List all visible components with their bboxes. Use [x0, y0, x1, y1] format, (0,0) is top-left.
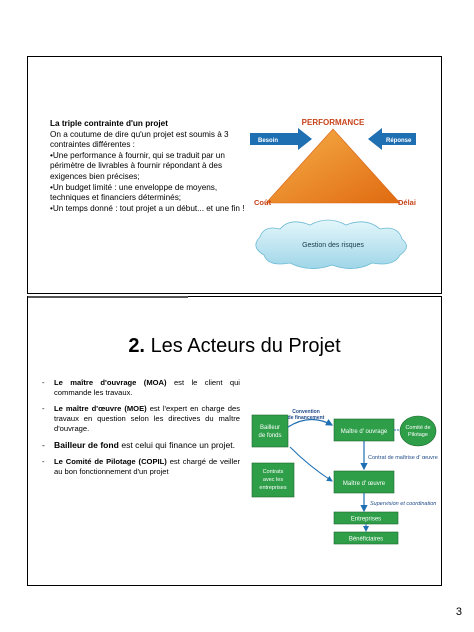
constraint-line: On a coutume de dire qu'un projet est soumis à 3 contraintes différentes :	[50, 129, 229, 150]
actor-desc: est le client qui commande les travaux.	[54, 378, 240, 397]
reponse-arrow	[368, 128, 416, 150]
contracts-arrow	[290, 447, 332, 481]
copil-label: Pilotage	[408, 432, 428, 438]
constraint-line: •Un temps donné : tout projet a un début... et une fin !	[50, 203, 245, 213]
dash: -	[42, 457, 45, 466]
supervision-label: Supervision et coordination	[370, 501, 437, 507]
triple-constraint-diagram	[28, 57, 443, 295]
section-number: 2.	[128, 335, 145, 357]
list-item	[40, 378, 240, 398]
actors-list	[40, 378, 240, 483]
section-title	[28, 335, 441, 358]
actor-term: Le Comité de Pilotage (COPIL)	[54, 457, 167, 466]
besoin-label: Besoin	[258, 138, 279, 144]
bailleur-label: Bailleur	[259, 425, 281, 431]
convention-label: Convention	[292, 409, 320, 415]
actor-term: Le maître d'ouvrage (MOA)	[54, 378, 167, 387]
bailleur-box	[252, 415, 288, 447]
list-item	[40, 404, 240, 434]
contrats-label: Contrats	[262, 469, 284, 475]
reponse-label: Réponse	[386, 138, 412, 144]
convention-label: de financement	[287, 415, 325, 421]
beneficiaires-label: Bénéficiaires	[348, 536, 384, 543]
list-item	[40, 440, 240, 451]
moe-label: Maître d' œuvre	[342, 481, 386, 487]
entreprises-label: Entreprises	[350, 516, 382, 523]
actor-desc: est l'expert en charge des travaux en question selon les directives du maître d'ouvrage.	[54, 404, 240, 433]
section-title-text: Les Acteurs du Projet	[150, 335, 341, 357]
besoin-arrow	[250, 128, 312, 150]
moa-label: Maître d' ouvrage	[340, 429, 388, 435]
copil-ellipse	[400, 416, 436, 446]
performance-label: PERFORMANCE	[301, 118, 365, 127]
actor-desc: est celui qui finance un projet.	[118, 440, 236, 450]
actor-desc: est chargé de veiller au bon fonctionnement d'un projet	[54, 457, 240, 476]
top-rule	[28, 296, 188, 298]
list-item	[40, 457, 240, 477]
contrats-label: entreprises	[259, 485, 287, 491]
risk-label: Gestion des risques	[302, 242, 364, 249]
constraint-line: •Une performance à fournir, qui se traduit par un périmètre de livrables à fournir répondant à des exigences bien précises;	[50, 150, 225, 181]
delai-label: Délai	[398, 198, 416, 207]
actors-org-diagram	[250, 407, 440, 557]
page-number: 3	[455, 606, 462, 618]
copil-label: Comité de	[405, 425, 431, 431]
dash: -	[42, 404, 45, 413]
dash: -	[42, 440, 45, 450]
constraint-line: •Un budget limité : une enveloppe de moyens, techniques et financiers déterminés;	[50, 182, 218, 203]
contrat-moe-label: Contrat de maîtrise d' œuvre	[368, 455, 438, 461]
slide-project-actors	[27, 296, 442, 586]
dash: -	[42, 378, 45, 387]
bailleur-label: de fonds	[258, 433, 282, 439]
actor-term: Le maître d'œuvre (MOE)	[54, 404, 147, 413]
slide-triple-constraint	[27, 56, 442, 294]
constraint-title: La triple contrainte d'un projet	[50, 119, 168, 128]
actor-term: Bailleur de fond	[54, 440, 119, 450]
contrats-label: avec les	[262, 477, 284, 483]
cout-label: Coût	[254, 198, 272, 207]
